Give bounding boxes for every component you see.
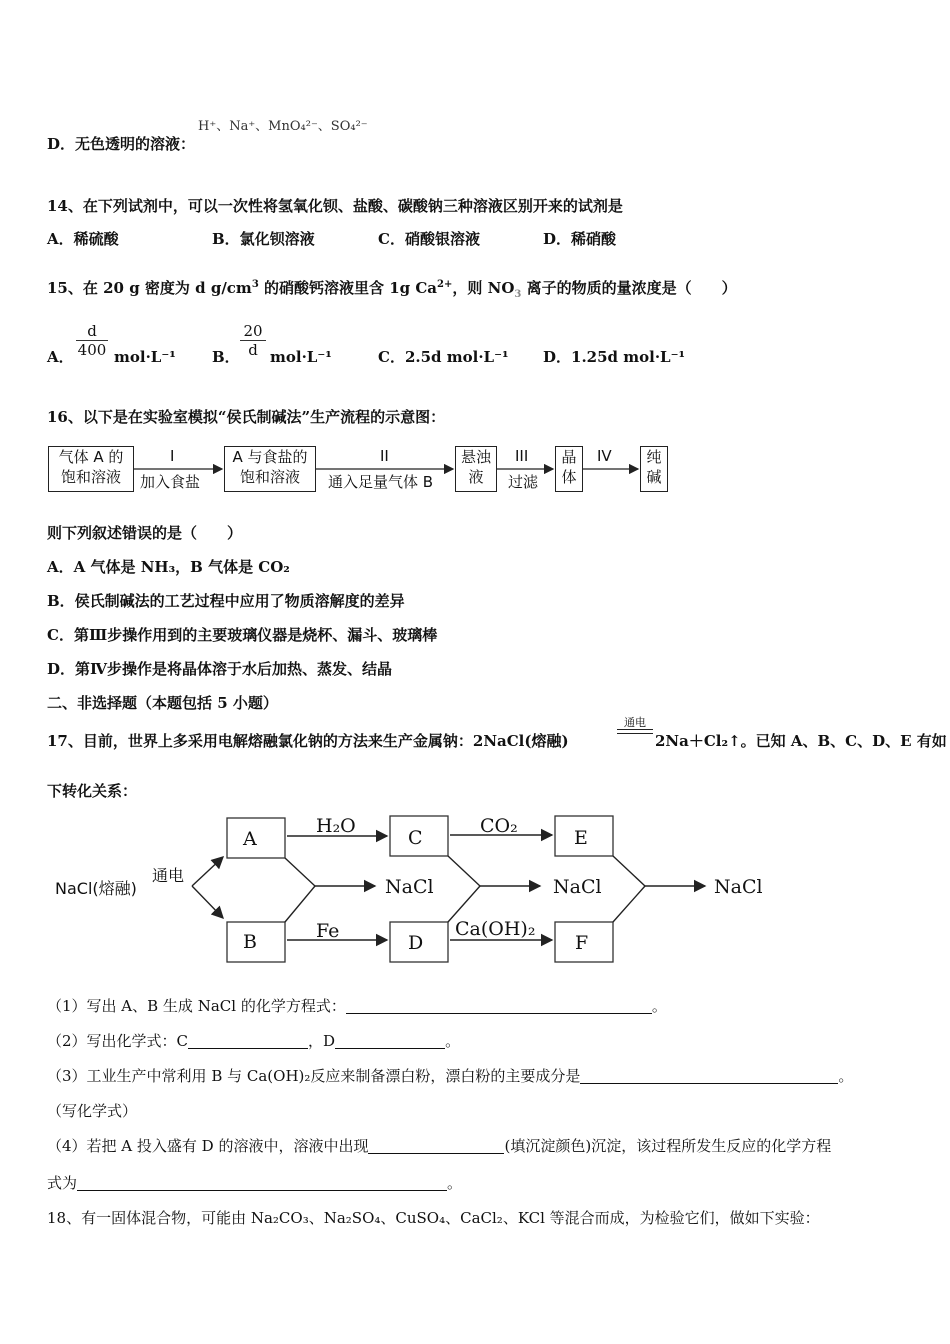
q17-part2-blank-c[interactable] <box>188 1032 308 1049</box>
q15-option-c: C．2.5d mol·L⁻¹ <box>378 348 509 366</box>
diagram-label-c: C <box>408 827 423 849</box>
q15-stem: 15、在 20 g 密度为 d $g/cm^3$ 的硝酸钙溶液里含 1g $Ca^{2+}$，则 $NO_3$ 离子的物质的量浓度是（ ） <box>47 279 737 300</box>
flow-box-suspension-line2: 液 <box>468 468 484 486</box>
q13-option-d-ions: H⁺、Na⁺、MnO₄²⁻、SO₄²⁻ <box>198 119 368 134</box>
q18-stem: 18、有一固体混合物，可能由 Na₂CO₃、Na₂SO₄、CuSO₄、CaCl₂、KCl 等混合而成，为检验它们，做如下实验： <box>47 1209 820 1227</box>
q17-part3-end: 。 <box>838 1067 854 1085</box>
q15-option-b-label: B． <box>212 348 240 366</box>
arrow-to-a <box>192 857 223 886</box>
flow-step2-text: 通入足量气体 B <box>328 473 434 491</box>
q15-option-a-label: A． <box>47 348 74 366</box>
q15-option-b-numerator: 20 <box>243 322 263 340</box>
q16-option-b: B．侯氏制碱法的工艺过程中应用了物质溶解度的差异 <box>47 592 405 610</box>
q15-option-a-unit: mol·L⁻¹ <box>114 348 176 366</box>
diagram-product-nacl-2: NaCl <box>553 876 602 898</box>
q15-stem-part3: ，则 NO <box>452 279 515 297</box>
flow-box-crystal-line2: 体 <box>561 468 577 486</box>
flow-step1-text: 加入食盐 <box>140 473 201 491</box>
q15-option-a-numerator: d <box>87 322 97 340</box>
q17-part4-equation-blank[interactable] <box>77 1174 447 1191</box>
q15-option-b-unit: mol·L⁻¹ <box>270 348 332 366</box>
q15-stem-part1: 15、在 20 g 密度为 d g/cm <box>47 279 252 297</box>
diagram-label-a: A <box>243 828 257 850</box>
flow-box-gas-a-line2: 饱和溶液 <box>60 468 121 486</box>
q14-stem: 14、在下列试剂中，可以一次性将氢氧化钡、盐酸、碳酸钠三种溶液区别开来的试剂是 <box>47 197 623 215</box>
arrow-to-b <box>192 886 223 918</box>
q17-part3 <box>47 1066 853 1086</box>
q17-part4-text2: (填沉淀颜色)沉淀，该过程所发生反应的化学方程 <box>504 1137 832 1155</box>
diagram-label-e: E <box>574 827 588 849</box>
q17-part2-text-d: ，D <box>308 1032 336 1050</box>
q16-prompt: 则下列叙述错误的是（ ） <box>47 524 243 542</box>
diagram-reagent-co2: CO₂ <box>480 815 518 837</box>
q16-stem: 16、以下是在实验室模拟“侯氏制碱法”生产流程的示意图： <box>47 408 446 426</box>
q17-part2-blank-d[interactable] <box>335 1032 445 1049</box>
flow-step1-num: I <box>170 447 175 465</box>
q17-part1-text: （1）写出 A、B 生成 NaCl 的化学方程式： <box>47 997 346 1015</box>
flow-box-a-salt-line1: A 与食盐的 <box>232 448 308 466</box>
q16-option-a: A．A 气体是 NH₃，B 气体是 CO₂ <box>47 558 290 576</box>
flow-box-soda-line1: 纯 <box>646 448 662 466</box>
diagram-label-d: D <box>408 932 424 954</box>
q15-stem-part2: 的硝酸钙溶液里含 1g Ca <box>258 279 438 297</box>
flow-step3-text: 过滤 <box>508 473 539 491</box>
q16-option-c: C．第Ⅲ步操作用到的主要玻璃仪器是烧杯、漏斗、玻璃棒 <box>47 626 438 644</box>
q13-option-d-label: D．无色透明的溶液： <box>47 135 196 153</box>
q17-part2-text-c: （2）写出化学式：C <box>47 1032 189 1050</box>
q14-option-c: C．硝酸银溶液 <box>378 230 480 248</box>
q15-stem-ion: 2+ <box>437 279 453 290</box>
q17-part4-end: 。 <box>447 1174 463 1192</box>
q14-option-a: A．稀硫酸 <box>47 230 119 248</box>
q17-stem-line2: 下转化关系： <box>47 782 138 800</box>
q17-stem-part1: 17、目前，世界上多采用电解熔融氯化钠的方法来生产金属钠：2NaCl(熔融) <box>47 732 569 750</box>
section-2-heading: 二、非选择题（本题包括 5 小题） <box>47 694 278 712</box>
flow-step3-num: III <box>515 447 529 465</box>
q17-part3-answer-blank[interactable] <box>580 1067 838 1084</box>
flow-box-crystal-line1: 晶 <box>561 448 577 466</box>
q17-part3-note: （写化学式） <box>47 1102 138 1120</box>
flow-box-a-salt-line2: 饱和溶液 <box>239 468 300 486</box>
diagram-reagent-fe: Fe <box>316 920 340 942</box>
q17-part1-answer-blank[interactable] <box>346 997 652 1014</box>
q17-part2 <box>47 1031 460 1051</box>
diagram-label-b: B <box>243 931 257 953</box>
q17-part4-text: （4）若把 A 投入盛有 D 的溶液中，溶液中出现 <box>47 1137 369 1155</box>
diagram-electrolysis-label: 通电 <box>152 866 185 885</box>
flow-step4-num: IV <box>597 447 612 465</box>
q16-option-d: D．第Ⅳ步操作是将晶体溶于水后加热、蒸发、结晶 <box>47 660 393 678</box>
merge-a-b <box>285 858 315 922</box>
q17-part3-text: （3）工业生产中常利用 B 与 Ca(OH)₂反应来制备漂白粉，漂白粉的主要成分是 <box>47 1067 581 1085</box>
q17-part4-text3: 式为 <box>47 1174 78 1192</box>
q17-part4-color-blank[interactable] <box>368 1137 504 1154</box>
q14-option-d: D．稀硝酸 <box>543 230 617 248</box>
q17-stem-part2: 2Na＋Cl₂↑。已知 A、B、C、D、E 有如 <box>655 732 947 750</box>
q15-option-a-denominator: 400 <box>77 341 107 359</box>
q14-option-b: B．氯化钡溶液 <box>212 230 315 248</box>
flow-step2-num: II <box>380 447 389 465</box>
diagram-product-nacl-3: NaCl <box>714 876 763 898</box>
diagram-label-f: F <box>575 932 589 954</box>
q17-electrolysis-condition: 通电 <box>617 717 653 730</box>
diagram-product-nacl-1: NaCl <box>385 876 434 898</box>
q17-part1-end: 。 <box>651 997 667 1015</box>
flow-box-suspension-line1: 悬浊 <box>460 448 491 466</box>
flow-box-gas-a-line1: 气体 A 的 <box>58 448 124 466</box>
diagram-reagent-h2o: H₂O <box>316 815 356 837</box>
q17-part1 <box>47 996 667 1016</box>
q17-part2-end: 。 <box>445 1032 461 1050</box>
flow-box-soda-line2: 碱 <box>646 468 662 486</box>
q15-option-d: D．1.25d mol·L⁻¹ <box>543 348 686 366</box>
diagram-reagent-caoh2: Ca(OH)₂ <box>455 918 536 940</box>
q17-part4 <box>47 1136 831 1156</box>
merge-c-d <box>448 856 480 922</box>
q15-stem-part4: 离子的物质的量浓度是（ ） <box>521 279 737 297</box>
q15-option-b-denominator: d <box>240 340 266 359</box>
q17-part4-line2 <box>47 1173 462 1193</box>
merge-e-f <box>613 856 645 922</box>
diagram-start-nacl: NaCl(熔融) <box>55 879 137 898</box>
